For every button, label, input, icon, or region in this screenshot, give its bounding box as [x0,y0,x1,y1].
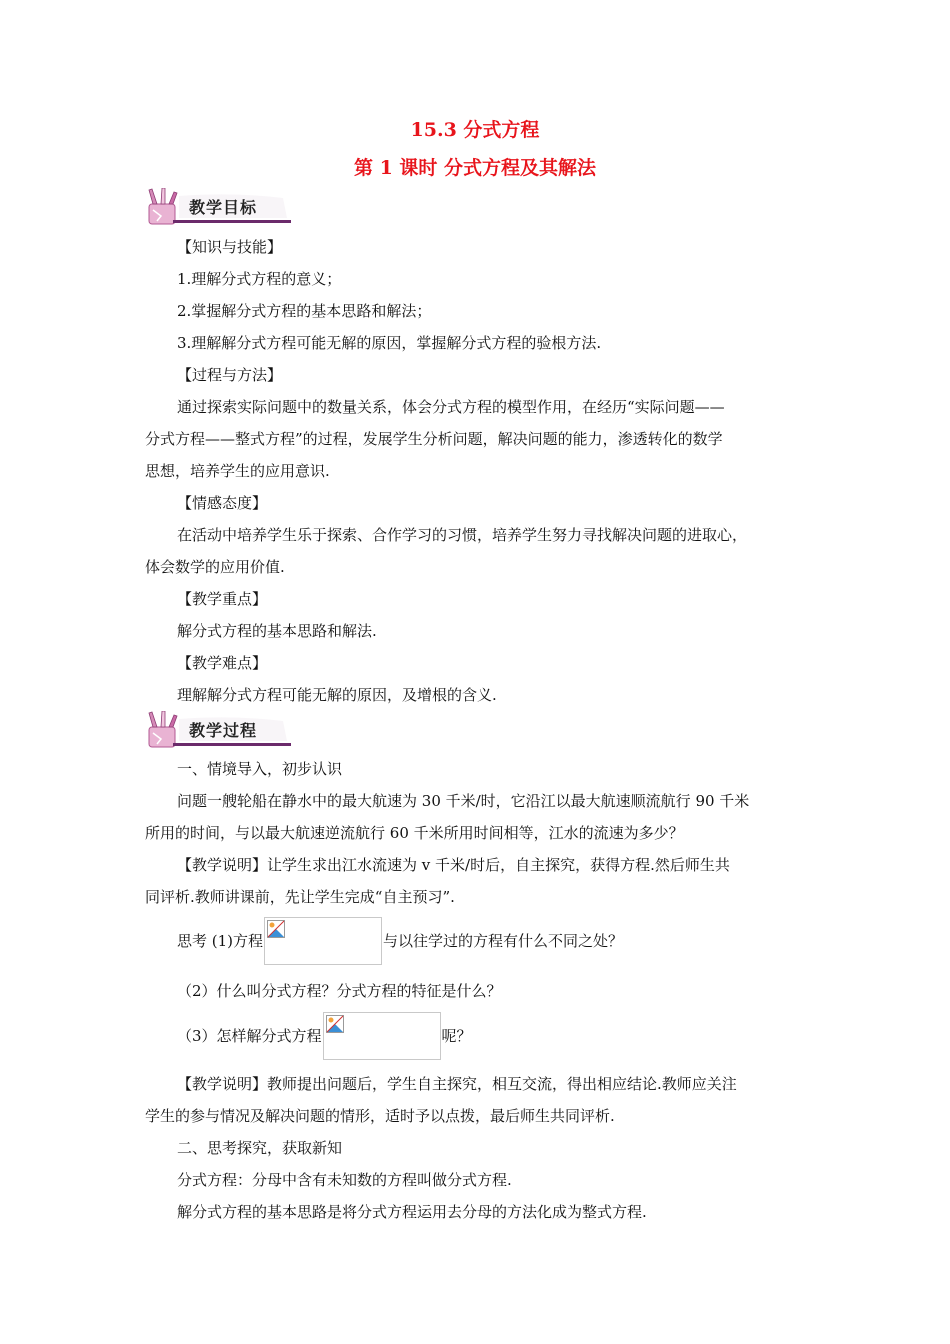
problem-line-2: 所用的时间，与以最大航速逆流航行 60 千米所用时间相等，江水的流速为多少？ [145,824,684,842]
key-point-line: 解分式方程的基本思路和解法. [177,622,377,640]
definition-line: 分式方程：分母中含有未知数的方程叫做分式方程. [177,1171,512,1189]
knowledge-item-2: 2.掌握解分式方程的基本思路和解法； [177,302,432,320]
think-3-suffix: 呢？ [441,1027,472,1045]
think-1-prefix: 思考 (1)方程 [177,932,264,950]
section-header-goals [143,188,291,226]
emotion-line-1: 在活动中培养学生乐于探索、合作学习的习惯，培养学生努力寻找解决问题的进取心， [177,526,748,544]
process-method-line-3: 思想，培养学生的应用意识. [145,462,330,480]
key-point-heading: 【教学重点】 [177,590,268,608]
section-header-process [143,711,291,749]
section-title-process: 教学过程 [189,721,258,740]
knowledge-item-3: 3.理解解分式方程可能无解的原因，掌握解分式方程的验根方法. [177,334,602,352]
broken-image-icon [326,1015,344,1033]
step-1-heading: 一、情境导入，初步认识 [177,760,343,778]
emotion-line-2: 体会数学的应用价值. [145,558,285,576]
problem-line-1: 问题一艘轮船在静水中的最大航速为 30 千米/时，它沿江以最大航速顺流航行 90 千米 [177,792,750,810]
think-1-suffix: 与以往学过的方程有什么不同之处？ [383,932,624,950]
page-title: 15.3 分式方程 [410,119,540,141]
think-question-1 [177,917,623,965]
section-title-goals: 教学目标 [189,198,258,217]
knowledge-item-1: 1.理解分式方程的意义； [177,270,342,288]
process-method-line-2: 分式方程——整式方程”的过程，发展学生分析问题，解决问题的能力，渗透转化的数学 [145,430,723,448]
emotion-heading: 【情感态度】 [177,494,268,512]
difficulty-line: 理解解分式方程可能无解的原因，及增根的含义. [177,686,497,704]
broken-image-icon [267,920,285,938]
teaching-note-1-line-2: 同评析.教师讲课前，先让学生完成“自主预习”. [145,888,455,906]
teaching-note-2-line-2: 学生的参与情况及解决问题的情形，适时予以点拨，最后师生共同评析. [145,1107,615,1125]
knowledge-heading: 【知识与技能】 [177,238,283,256]
step-2-heading: 二、思考探究，获取新知 [177,1139,343,1157]
difficulty-heading: 【教学难点】 [177,654,268,672]
think-question-2: （2）什么叫分式方程？分式方程的特征是什么？ [177,982,502,1000]
teaching-note-1-line-1: 【教学说明】让学生求出江水流速为 v 千米/时后，自主探究，获得方程.然后师生共 [177,856,730,874]
teaching-note-2-line-1: 【教学说明】教师提出问题后，学生自主探究，相互交流，得出相应结论.教师应关注 [177,1075,737,1093]
think-question-3 [177,1012,472,1060]
equation-image-2 [323,1012,441,1060]
think-3-prefix: （3）怎样解分式方程 [177,1027,322,1045]
equation-image-1 [264,917,382,965]
process-method-heading: 【过程与方法】 [177,366,283,384]
process-method-line-1: 通过探索实际问题中的数量关系，体会分式方程的模型作用，在经历“实际问题—— [177,398,725,416]
page-subtitle: 第 1 课时 分式方程及其解法 [353,157,597,179]
basic-idea-line: 解分式方程的基本思路是将分式方程运用去分母的方法化成为整式方程. [177,1203,647,1221]
